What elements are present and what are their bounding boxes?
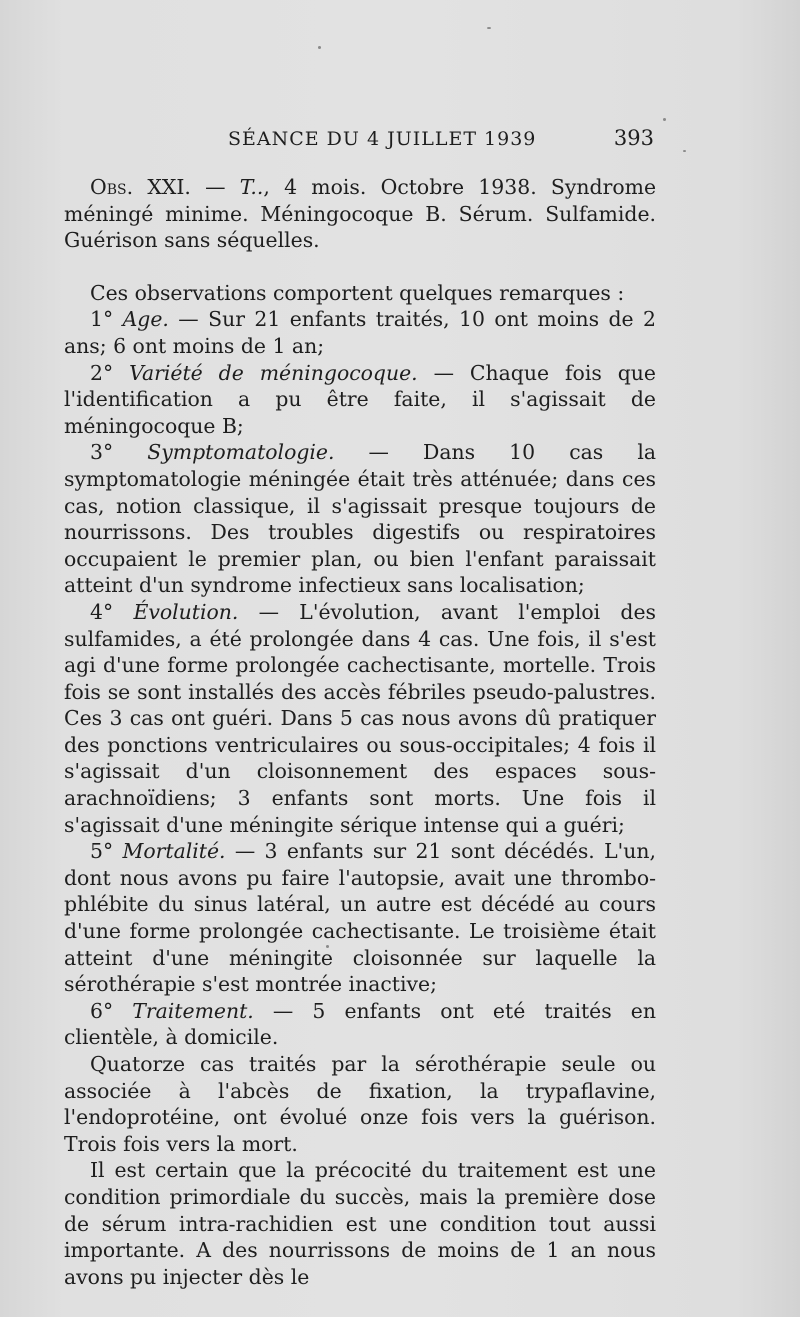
paragraph-quatorze-cas: Quatorze cas traités par la sérothérapie seule ou associée à l'abcès de fixation, la trypaflavine, l'endoprotéine, ont évolué onze fois vers la guérison. Trois fois vers la mort. xyxy=(64,1052,656,1156)
remark-text: — Sur 21 enfants traités, 10 ont moins de 2 ans; 6 ont moins de 1 an; xyxy=(64,307,656,358)
remark-evolution xyxy=(64,599,656,838)
remark-number: 6° xyxy=(90,998,114,1023)
remark-number: 3° xyxy=(90,440,114,465)
remark-title: Age. xyxy=(122,307,169,332)
remark-text: — Chaque fois que l'identification a pu être faite, il s'agissait de méningocoque B; xyxy=(64,360,656,438)
remark-number: 1° xyxy=(90,307,114,332)
remark-title: Traitement. xyxy=(132,998,254,1023)
observation-dash: — xyxy=(205,175,226,199)
observation-label: Obs. XXI. xyxy=(90,175,191,199)
remark-number: 2° xyxy=(90,360,114,385)
running-title: SÉANCE DU 4 JUILLET 1939 xyxy=(228,128,537,150)
remark-number: 4° xyxy=(90,599,114,624)
remark-title: Variété de méningocoque. xyxy=(129,360,418,385)
observation-text: , 4 mois. Octobre 1938. Syndrome méningé minime. Méningocoque B. Sérum. Sulfamide. Guérison sans séquelles. xyxy=(64,175,657,253)
paper-speck xyxy=(318,46,321,49)
paper-speck xyxy=(487,27,491,29)
remark-variete xyxy=(64,360,656,440)
paper-speck xyxy=(683,150,686,152)
remark-mortalite xyxy=(64,838,656,998)
remark-text: — 3 enfants sur 21 sont décédés. L'un, dont nous avons pu faire l'autopsie, avait une thrombo-phlébite du sinus latéral, un autre est décédé au cours d'une forme prolongée cachectisante. Le troisième était atteint d'une méningite cloisonnée sur laquelle la sérothérapie s'est montrée inactive; xyxy=(64,839,656,997)
remark-text: — 5 enfants ont eté traités en clientèle, à domicile. xyxy=(64,998,657,1050)
remark-traitement xyxy=(64,998,656,1051)
remark-number: 5° xyxy=(90,839,114,864)
running-header xyxy=(66,124,656,158)
remark-title: Évolution. xyxy=(133,599,239,624)
body-text xyxy=(64,174,656,1290)
observation-initial: T.. xyxy=(239,175,264,199)
remark-title: Symptomatologie. xyxy=(147,440,335,465)
observation-entry xyxy=(64,174,656,254)
remark-text: — Dans 10 cas la symptomatologie méningée était très atténuée; dans ces cas, notion classique, il s'agissait presque toujours de nourrissons. Des troubles digestifs ou respiratoires occupaient le premier plan, ou bien l'enfant paraissait atteint d'un syndrome infectieux sans localisation; xyxy=(64,440,656,598)
remark-symptomatologie xyxy=(64,439,656,599)
paragraph-precocite: Il est certain que la précocité du traitement est une condition primordiale du succès, mais la première dose de sérum intra-rachidien est une condition tout aussi importante. A des nourrissons de moins de 1 an nous avons pu injecter dès le xyxy=(64,1158,656,1289)
remark-title: Mortalité. xyxy=(122,839,226,864)
page-number: 393 xyxy=(613,126,654,150)
remark-age xyxy=(64,306,656,359)
paper-speck xyxy=(663,118,666,121)
remark-text: — L'évolution, avant l'emploi des sulfamides, a été prolongée dans 4 cas. Une fois, il s'est agi d'une forme prolongée cachectisante, mortelle. Trois fois se sont installés des accès fébriles pseudo-palustres. Ces 3 cas ont guéri. Dans 5 cas nous avons dû pratiquer des ponctions ventriculaires ou sous-occipitales; 4 fois il s'agissait d'un cloisonnement des espaces sous-arachnoïdiens; 3 enfants sont morts. Une fois il s'agissait d'une méningite sérique intense qui a guéri; xyxy=(64,599,656,837)
intro-paragraph: Ces observations comportent quelques remarques : xyxy=(90,280,625,305)
